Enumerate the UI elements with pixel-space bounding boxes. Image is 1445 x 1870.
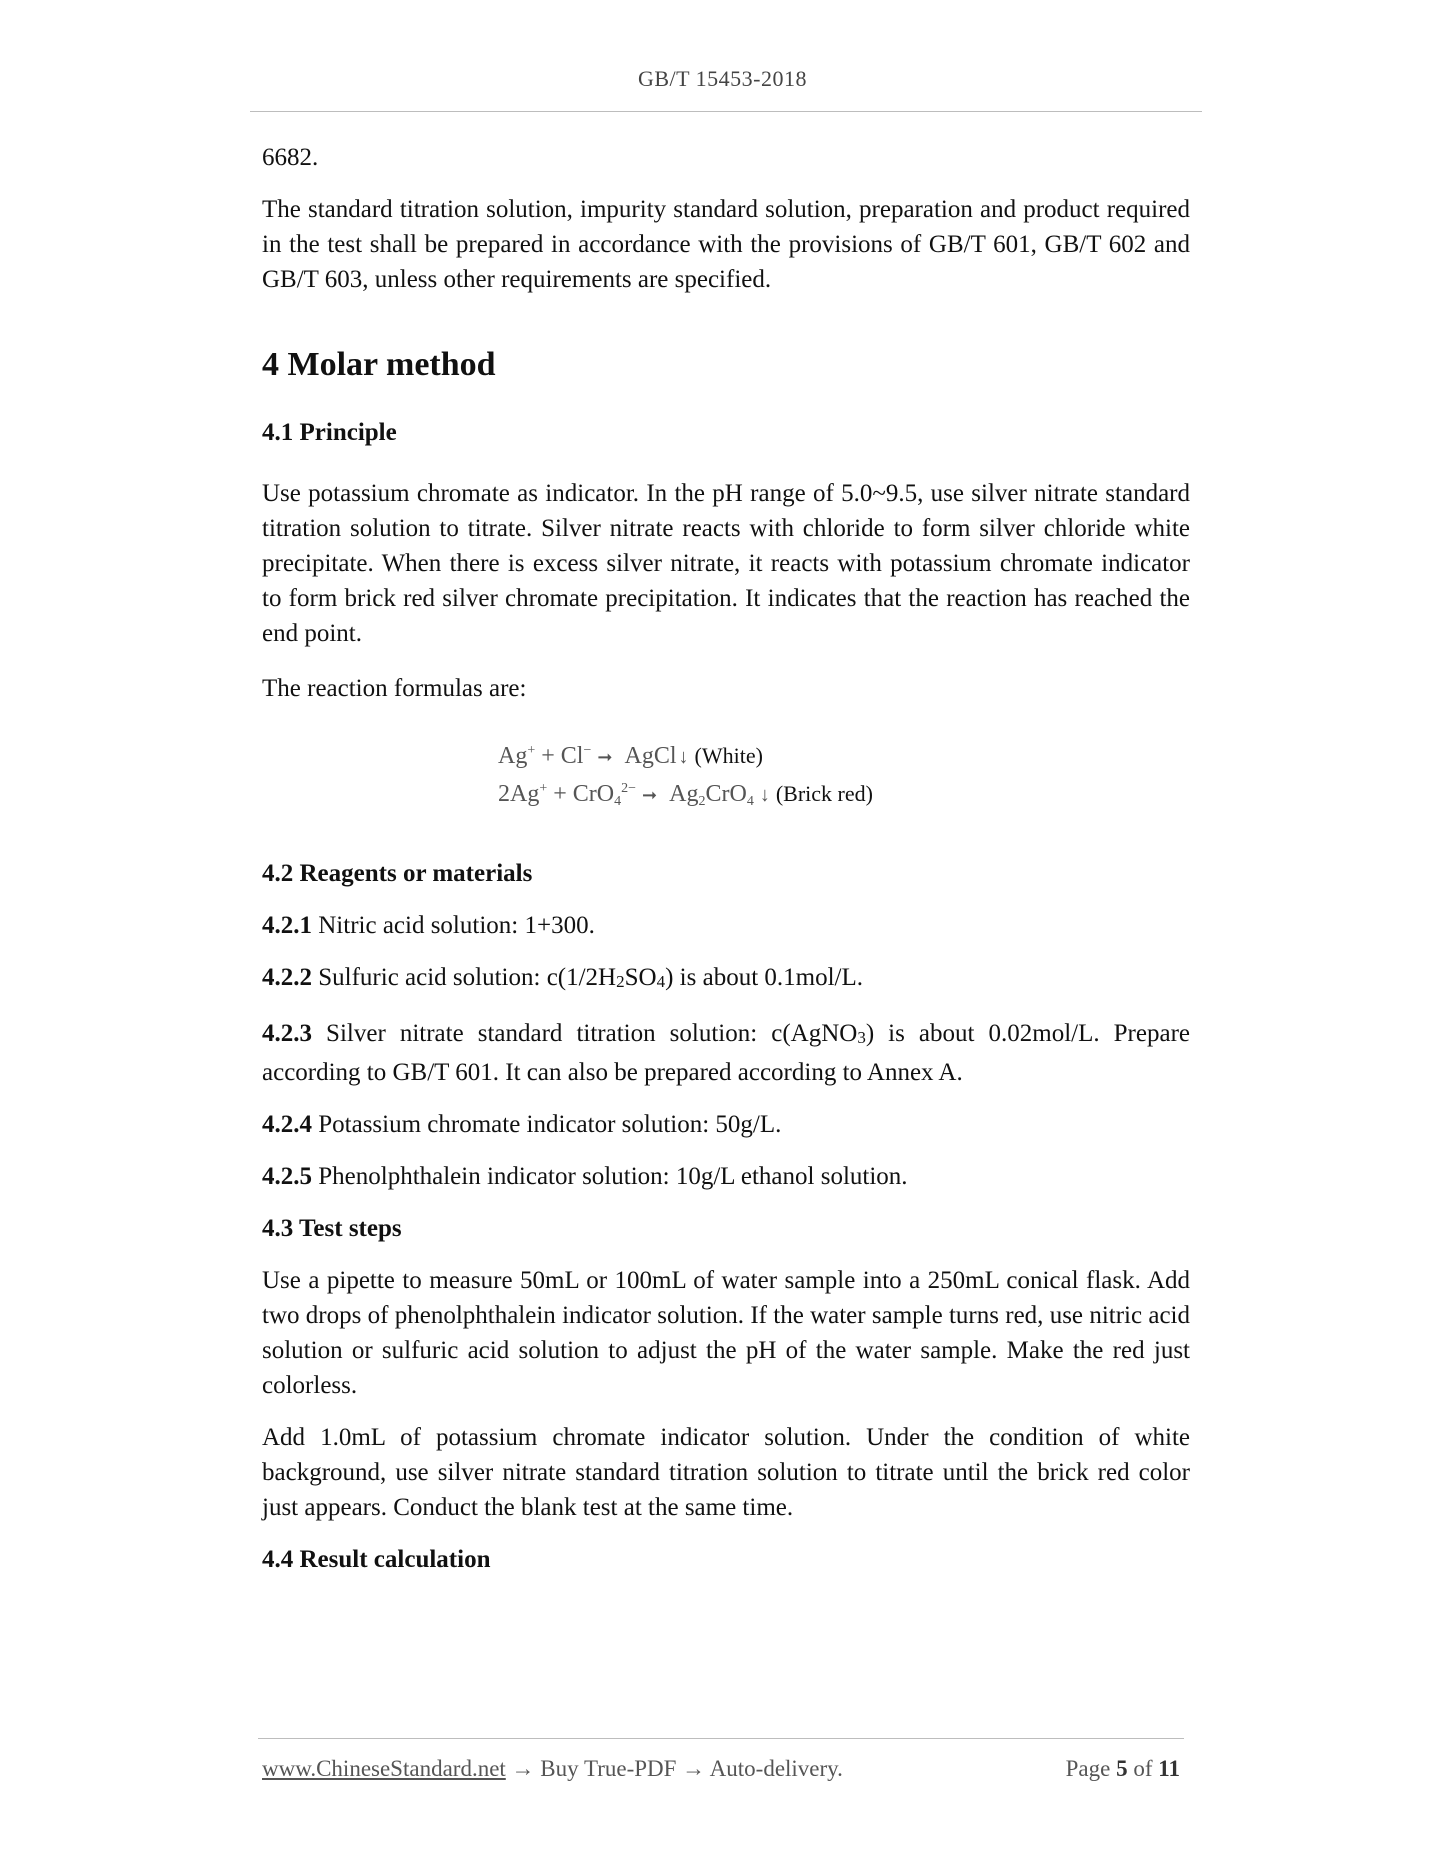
formula1-cl: Cl (560, 743, 584, 769)
footer-promo: → Buy True-PDF → Auto-delivery. (505, 1756, 843, 1781)
reaction-arrow-icon: ➞ (642, 785, 658, 805)
result-heading: 4.4 Result calculation (262, 1546, 491, 1573)
reagent-item (262, 908, 1190, 943)
principle-heading: 4.1 Principle (262, 419, 397, 446)
reagent-text: Sulfuric acid solution: c(1/2H (312, 964, 617, 991)
clause-number: 4.2.3 (262, 1020, 312, 1047)
intro-paragraph: The standard titration solution, impurity standard solution, preparation and product required in the test shall be prepared in accordance with the provisions of GB/T 601, GB/T 602 and GB/T 603, unless other requirements are specified. (262, 196, 1190, 293)
reagent-item (262, 960, 1190, 999)
page-indicator (1066, 1756, 1180, 1782)
reagent-text: ) is about 0.02mol/L. Prepare according to GB/T 601. It can also be prepared according to Annex A. (262, 1020, 1190, 1086)
formula2-cro: CrO (572, 781, 615, 807)
of-label: of (1133, 1756, 1153, 1781)
clause-number: 4.2.4 (262, 1111, 312, 1138)
formula2-note: (Brick red) (775, 781, 873, 806)
formula2-ag-charge: + (539, 781, 548, 796)
formulas-intro: The reaction formulas are: (262, 675, 527, 702)
page-footer (262, 1756, 1182, 1782)
section-title: 4 Molar method (262, 346, 496, 383)
reagent-item (262, 1159, 1190, 1194)
page-header: GB/T 15453-2018 (637, 66, 808, 91)
reagents-heading: 4.2 Reagents or materials (262, 860, 533, 887)
formula2-cro-sub: 4 (614, 794, 622, 809)
reagent-text: SO (624, 964, 657, 991)
formula1-note: (White) (694, 743, 763, 768)
subscript: 2 (616, 972, 625, 991)
formula1-ag: Ag (498, 743, 528, 769)
formula1-product: AgCl (624, 743, 677, 769)
clause-number: 4.2.1 (262, 912, 312, 939)
test-steps-paragraph-2: Add 1.0mL of potassium chromate indicator solution. Under the condition of white background, use silver nitrate standard titration solution to titrate until the brick red color just appears. Conduct the blank test at the same time. (262, 1424, 1190, 1521)
reaction-formulas (498, 714, 1190, 814)
reaction-formula-2 (498, 772, 873, 819)
reaction-arrow-icon: ➞ (597, 747, 613, 767)
formula2-plus: + (547, 781, 573, 807)
total-pages: 11 (1158, 1756, 1180, 1781)
precipitate-arrow-icon: ↓ (678, 746, 689, 768)
formula1-ag-charge: + (527, 743, 536, 758)
reagent-text: Silver nitrate standard titration solution: c(AgNO (312, 1020, 858, 1047)
subscript: 4 (656, 972, 666, 991)
reaction-formula-1 (498, 734, 763, 774)
formula2-product-ag: Ag (669, 781, 699, 807)
formula1-plus: + (535, 743, 561, 769)
test-steps-heading: 4.3 Test steps (262, 1215, 402, 1242)
precipitate-arrow-icon: ↓ (759, 784, 770, 806)
reagent-text: Nitric acid solution: 1+300. (312, 912, 595, 939)
formula1-cl-charge: − (583, 743, 592, 758)
formula2-product-cro-sub: 4 (746, 794, 754, 809)
reagent-text: Phenolphthalein indicator solution: 10g/L ethanol solution. (312, 1163, 908, 1190)
clause-number: 4.2.2 (262, 964, 312, 991)
intro-fragment: 6682. (262, 144, 319, 171)
page-label: Page (1065, 1756, 1111, 1781)
site-link[interactable]: www.ChineseStandard.net (262, 1756, 506, 1781)
subscript: 3 (857, 1028, 866, 1047)
formula2-product-cro: CrO (705, 781, 747, 807)
clause-number: 4.2.5 (262, 1163, 312, 1190)
header-divider (250, 111, 1202, 112)
formula2-cro-charge: 2− (621, 781, 637, 796)
document-body (262, 140, 1190, 1577)
reagent-text: ) is about 0.1mol/L. (665, 964, 863, 991)
formula2-ag: 2Ag (498, 781, 540, 807)
principle-paragraph: Use potassium chromate as indicator. In the pH range of 5.0~9.5, use silver nitrate standard titration solution to titrate. Silver nitrate reacts with chloride to form silver chloride white precipitate. When there is excess silver nitrate, it reacts with potassium chromate indicator to form brick red silver chromate precipitation. It indicates that the reaction has reached the end point. (262, 480, 1190, 647)
page-number: 5 (1116, 1756, 1128, 1781)
reagent-item (262, 1016, 1190, 1090)
reagent-text: Potassium chromate indicator solution: 50g/L. (312, 1111, 782, 1138)
formula2-product-ag-sub: 2 (698, 794, 706, 809)
test-steps-paragraph-1: Use a pipette to measure 50mL or 100mL of water sample into a 250mL conical flask. Add two drops of phenolphthalein indicator solution. If the water sample turns red, use nitric acid solution or sulfuric acid solution to adjust the pH of the water sample. Make the red just colorless. (262, 1267, 1190, 1399)
footer-divider (258, 1738, 1184, 1739)
reagent-item (262, 1107, 1190, 1142)
